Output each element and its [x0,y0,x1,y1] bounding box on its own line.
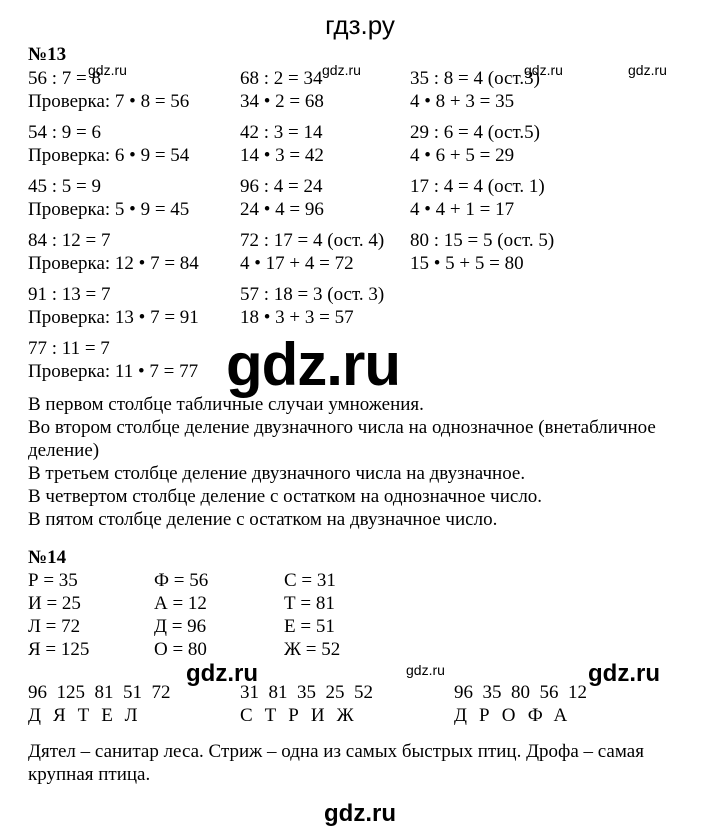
task13-number: №13 [28,44,67,65]
word-letters: ДРОФА [454,705,580,726]
explanation-line: деление) [28,440,100,461]
watermark-small: gdz.ru [322,62,361,78]
explanation-line: В пятом столбце деление с остатком на двузначное число. [28,509,498,530]
watermark-small: gdz.ru [406,662,445,678]
task13-col2-line: 72 : 17 = 4 (ост. 4) [240,230,385,251]
task13-col1-line: Проверка: 7 • 8 = 56 [28,91,190,112]
task14-letter-value: Е = 51 [284,616,335,637]
task14-letter-value: Т = 81 [284,593,335,614]
task13-col3-line: 4 • 6 + 5 = 29 [410,145,515,166]
task14-letter-value: Д = 96 [154,616,207,637]
conclusion-line: Дятел – санитар леса. Стриж – одна из самых быстрых птиц. Дрофа – самая [28,741,644,762]
explanation-line: В четвертом столбце деление с остатком на однозначное число. [28,486,543,507]
task13-col3-line: 35 : 8 = 4 (ост.3) [410,68,540,89]
watermark-small: gdz.ru [628,62,667,78]
task13-col2-line: 68 : 2 = 34 [240,68,323,89]
task13-col3-line: 17 : 4 = 4 (ост. 1) [410,176,545,197]
task13-col2-line: 14 • 3 = 42 [240,145,324,166]
word-letters: СТРИЖ [240,705,366,726]
task14-letter-value: О = 80 [154,639,207,660]
explanation-line: В третьем столбце деление двузначного числа на двузначное. [28,463,526,484]
task13-col3-line: 29 : 6 = 4 (ост.5) [410,122,540,143]
task13-col2-line: 42 : 3 = 14 [240,122,323,143]
task13-col2-line: 57 : 18 = 3 (ост. 3) [240,284,385,305]
task13-col1-line: Проверка: 6 • 9 = 54 [28,145,190,166]
task13-col1-line: 77 : 11 = 7 [28,338,110,359]
word-numbers: 96 125 81 51 72 [28,682,171,703]
task13-col1-line: 56 : 7 = 8 [28,68,101,89]
explanation-line: В первом столбце табличные случаи умножения. [28,394,424,415]
task13-col2-line: 96 : 4 = 24 [240,176,323,197]
task13-col3-line: 80 : 15 = 5 (ост. 5) [410,230,555,251]
task13-col1-line: Проверка: 12 • 7 = 84 [28,253,199,274]
watermark-small: gdz.ru [524,62,563,78]
task13-col1-line: 45 : 5 = 9 [28,176,101,197]
watermark-large: gdz.ru [226,331,400,398]
site-header: гдз.ру [325,10,395,40]
word-letters: ДЯТЕЛ [28,705,150,726]
task13-col1-line: Проверка: 11 • 7 = 77 [28,361,199,382]
watermark-footer: gdz.ru [324,800,396,827]
task14-letter-value: Ж = 52 [284,639,341,660]
task13-col1-line: 84 : 12 = 7 [28,230,111,251]
task14-letter-value: Ф = 56 [154,570,209,591]
watermark-medium: gdz.ru [588,660,660,687]
conclusion-line: крупная птица. [28,764,151,785]
word-numbers: 31 81 35 25 52 [240,682,373,703]
watermark-medium: gdz.ru [186,660,258,687]
word-numbers: 96 35 80 56 12 [454,682,587,703]
task13-col1-line: Проверка: 13 • 7 = 91 [28,307,199,328]
task14-number: №14 [28,547,67,568]
task13-col3-line: 4 • 8 + 3 = 35 [410,91,515,112]
task13-col2-line: 4 • 17 + 4 = 72 [240,253,354,274]
task14-letter-value: И = 25 [28,593,81,614]
task13-col2-line: 18 • 3 + 3 = 57 [240,307,354,328]
task13-col1-line: 54 : 9 = 6 [28,122,101,143]
task14-letter-value: А = 12 [154,593,207,614]
task13-col1-line: Проверка: 5 • 9 = 45 [28,199,190,220]
task13-col3-line: 4 • 4 + 1 = 17 [410,199,515,220]
task14-letter-value: С = 31 [284,570,336,591]
task14-letter-value: Р = 35 [28,570,78,591]
task14-letter-value: Л = 72 [28,616,81,637]
task13-col2-line: 24 • 4 = 96 [240,199,324,220]
task13-col3-line: 15 • 5 + 5 = 80 [410,253,524,274]
task14-letter-value: Я = 125 [28,639,90,660]
explanation-line: Во втором столбце деление двузначного числа на однозначное (внетабличное [28,417,656,438]
task13-col2-line: 34 • 2 = 68 [240,91,324,112]
watermark-small: gdz.ru [88,62,127,78]
task13-col1-line: 91 : 13 = 7 [28,284,111,305]
